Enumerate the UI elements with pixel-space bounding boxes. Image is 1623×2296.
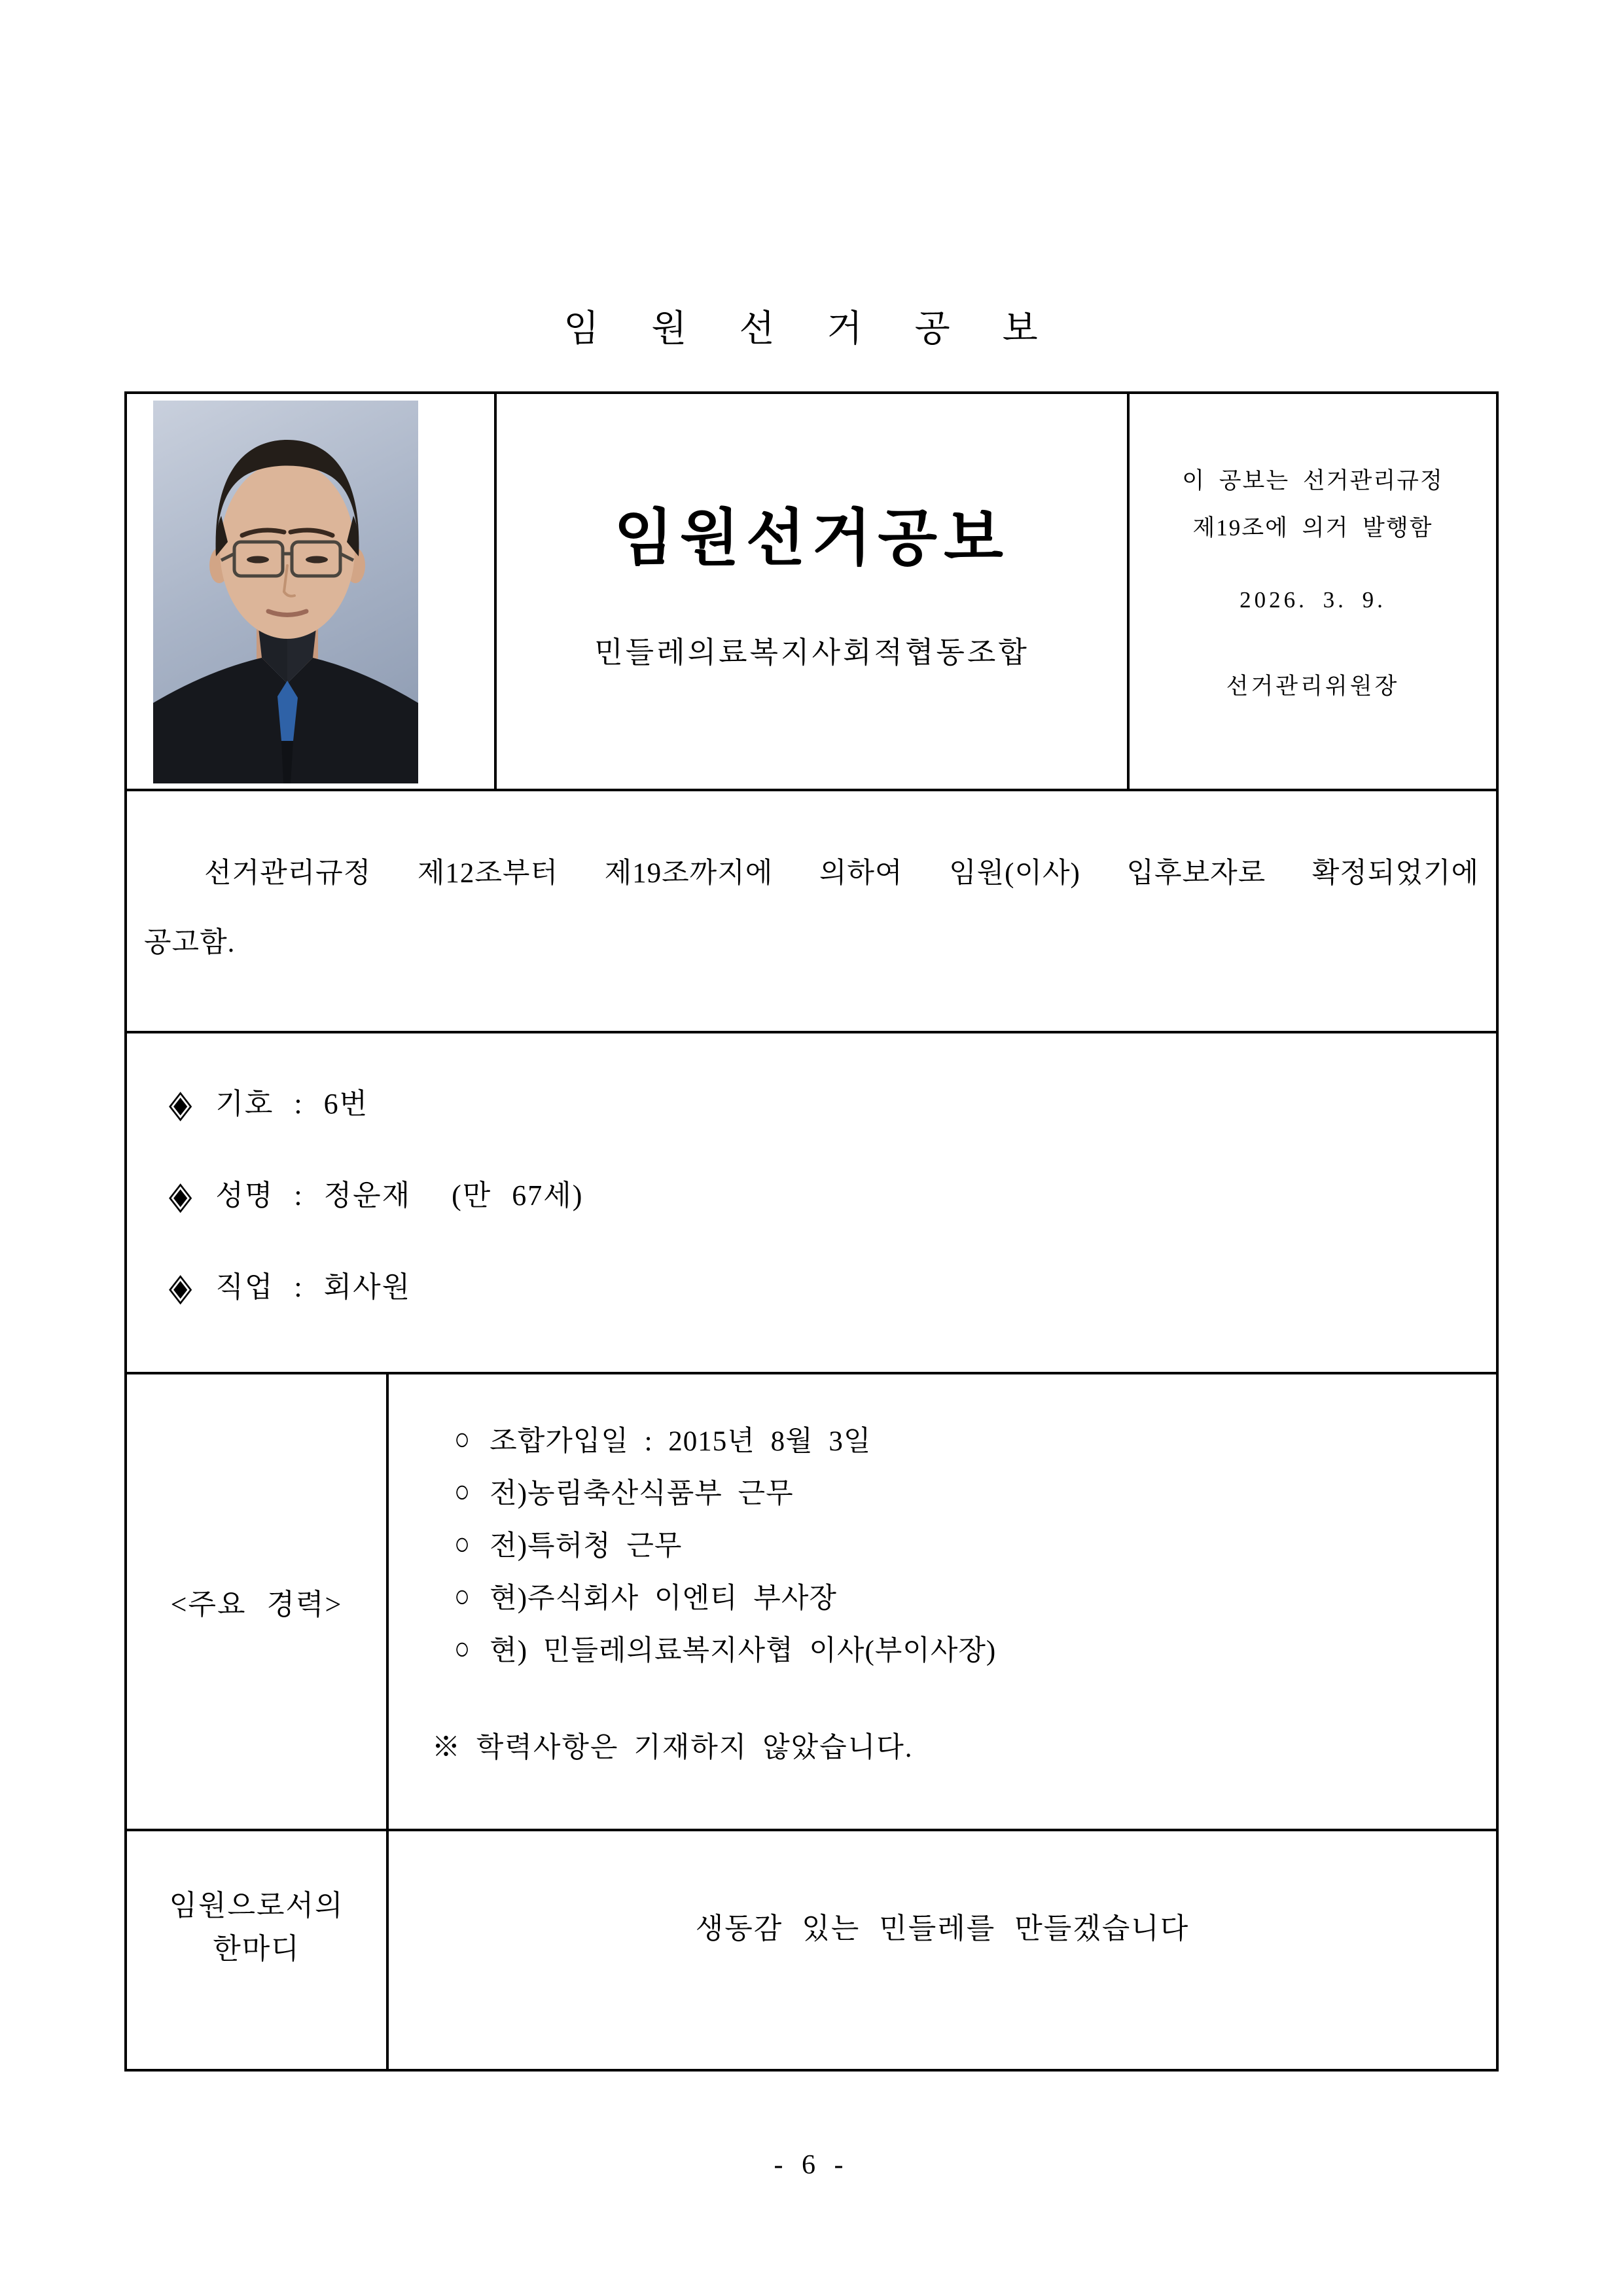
page-title: 임 원 선 거 공 보 (563, 309, 1060, 350)
issue-date: 2026. 3. 9. (1240, 587, 1386, 613)
career-row (127, 1374, 1496, 1831)
announcement-row (127, 791, 1496, 1033)
candidate-message: 생동감 있는 민들레를 만들겠습니다 (695, 1912, 1190, 1945)
circle-bullet-icon: ○ (454, 1420, 471, 1457)
circle-bullet-icon: ○ (454, 1577, 471, 1614)
education-note: ※ 학력사항은 기재하지 않았습니다. (432, 1732, 914, 1763)
message-label-line2: 한마디 (213, 1932, 300, 1965)
career-item (454, 1622, 1496, 1674)
circle-bullet-icon: ○ (454, 1525, 471, 1562)
circle-bullet-icon: ○ (454, 1630, 471, 1666)
candidate-photo (153, 401, 418, 783)
career-item-text: 전)특허청 근무 (490, 1530, 683, 1562)
candidate-name-line (169, 1175, 1496, 1217)
career-item-text: 현) 민들레의료복지사협 이사(부이사장) (490, 1635, 997, 1666)
career-item (454, 1465, 1496, 1517)
career-item (454, 1412, 1496, 1465)
bulletin-table (124, 391, 1499, 2072)
issuer-title: 선거관리위원장 (1226, 673, 1400, 699)
candidate-number-line (169, 1083, 1496, 1125)
circle-bullet-icon: ○ (454, 1473, 471, 1509)
issue-info-cell (1130, 394, 1496, 789)
career-label: <주요 경력> (170, 1588, 343, 1621)
issue-note-line2: 제19조에 의거 발행함 (1192, 515, 1433, 541)
career-item (454, 1570, 1496, 1622)
announcement-line1: 선거관리규정 제12조부터 제19조까지에 의하여 임원(이사) 입후보자로 확정되었기에 (204, 858, 1479, 889)
diamond-bullet-icon: ◈ (169, 1082, 192, 1125)
candidate-occupation-line (169, 1266, 1496, 1308)
career-label-cell (127, 1374, 389, 1829)
diamond-bullet-icon: ◈ (169, 1174, 192, 1217)
career-item-text: 전)농림축산식품부 근무 (490, 1478, 794, 1509)
candidate-info-row (127, 1033, 1496, 1374)
message-row (127, 1831, 1496, 2069)
career-item-text: 현)주식회사 이엔티 부사장 (490, 1583, 837, 1614)
career-item-text: 조합가입일 : 2015년 8월 3일 (490, 1426, 872, 1457)
message-content-cell (389, 1831, 1496, 2069)
header-row (127, 394, 1496, 791)
candidate-name-text: 성명 : 정운재 (만 67세) (215, 1179, 584, 1211)
title-cell (497, 394, 1130, 789)
cooperative-name: 민들레의료복지사회적협동조합 (594, 636, 1029, 669)
message-label-cell (127, 1831, 389, 2069)
photo-cell (127, 394, 497, 789)
candidate-number-text: 기호 : 6번 (215, 1088, 369, 1120)
candidate-occupation-text: 직업 : 회사원 (215, 1271, 412, 1303)
message-label-line1: 임원으로서의 (169, 1889, 344, 1922)
issue-note-line1: 이 공보는 선거관리규정 (1182, 468, 1444, 493)
announcement-line2: 공고함. (144, 927, 236, 958)
career-item (454, 1517, 1496, 1570)
career-content-cell (389, 1374, 1496, 1829)
page-number: - 6 - (774, 2150, 849, 2180)
diamond-bullet-icon: ◈ (169, 1265, 192, 1308)
bulletin-main-title: 임원선거공보 (614, 505, 1010, 573)
